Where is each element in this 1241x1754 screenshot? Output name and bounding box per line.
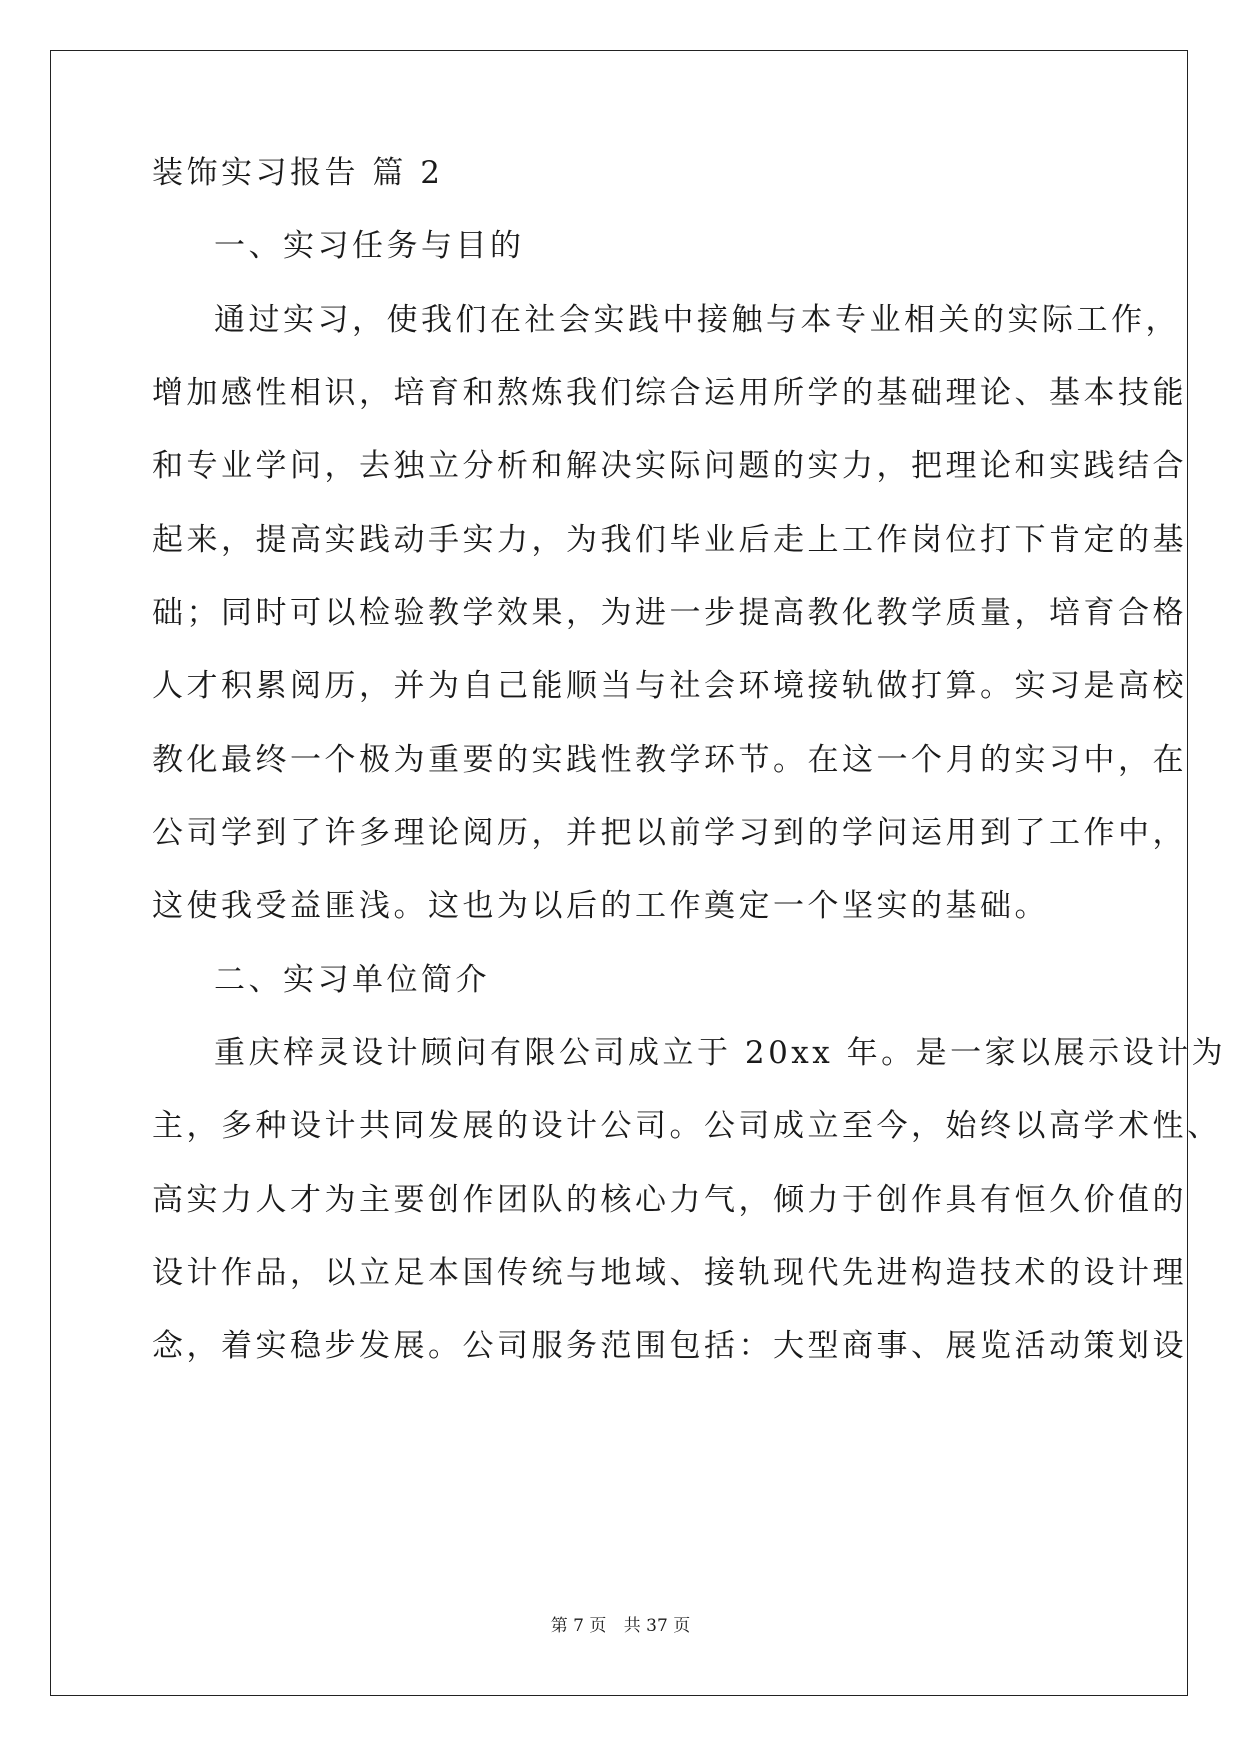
paragraph-line: 教化最终一个极为重要的实践性教学环节。在这一个月的实习中，在	[152, 742, 1187, 778]
paragraph-line: 增加感性相识，培育和熬炼我们综合运用所学的基础理论、基本技能	[152, 375, 1187, 411]
page-border	[50, 50, 1188, 1696]
paragraph-line: 础；同时可以检验教学效果，为进一步提高教化教学质量，培育合格	[152, 595, 1187, 631]
section-heading-1: 一、实习任务与目的	[214, 228, 525, 264]
paragraph-line: 念，着实稳步发展。公司服务范围包括：大型商事、展览活动策划设	[152, 1328, 1187, 1364]
paragraph-line: 这使我受益匪浅。这也为以后的工作奠定一个坚实的基础。	[152, 888, 1049, 924]
page-number: 第 7 页	[550, 1616, 607, 1636]
paragraph-line: 通过实习，使我们在社会实践中接触与本专业相关的实际工作，	[214, 302, 1180, 338]
paragraph-line: 重庆梓灵设计顾问有限公司成立于 20xx 年。是一家以展示设计为	[214, 1035, 1227, 1071]
paragraph-line: 主，多种设计共同发展的设计公司。公司成立至今，始终以高学术性、	[152, 1108, 1222, 1144]
paragraph-line: 人才积累阅历，并为自己能顺当与社会环境接轨做打算。实习是高校	[152, 668, 1187, 704]
page-total: 共 37 页	[623, 1616, 691, 1636]
paragraph-line: 公司学到了许多理论阅历，并把以前学习到的学问运用到了工作中，	[152, 815, 1187, 851]
paragraph-line: 起来，提高实践动手实力，为我们毕业后走上工作岗位打下肯定的基	[152, 522, 1187, 558]
paragraph-line: 设计作品，以立足本国传统与地域、接轨现代先进构造技术的设计理	[152, 1255, 1187, 1291]
page-footer	[0, 1615, 1241, 1637]
section-heading-2: 二、实习单位简介	[214, 962, 490, 998]
document-title: 装饰实习报告 篇 2	[152, 155, 444, 191]
paragraph-line: 和专业学问，去独立分析和解决实际问题的实力，把理论和实践结合	[152, 448, 1187, 484]
paragraph-line: 高实力人才为主要创作团队的核心力气，倾力于创作具有恒久价值的	[152, 1182, 1187, 1218]
